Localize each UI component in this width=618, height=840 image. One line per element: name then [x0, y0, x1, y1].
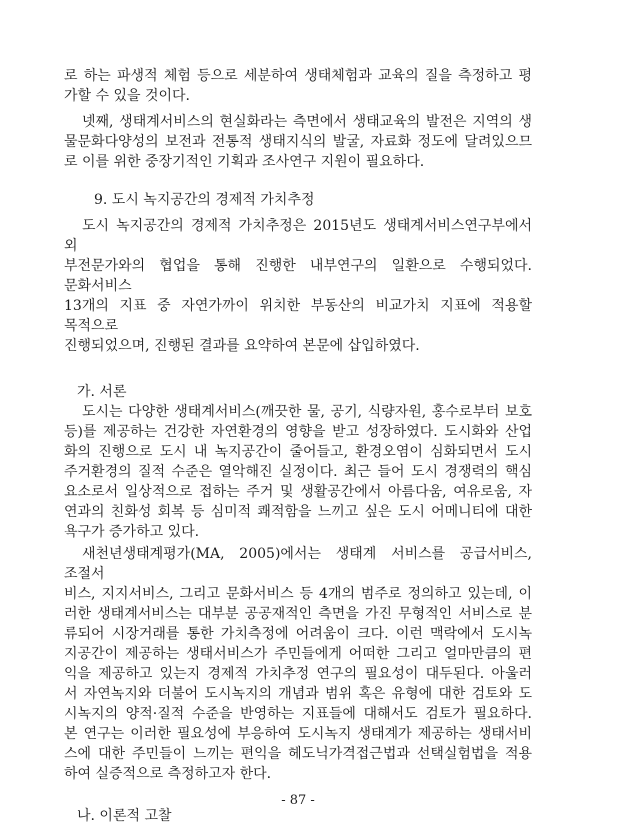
- text-line: 서 자연녹지와 더불어 도시녹지의 개념과 범위 혹은 유형에 대한 검토와 도: [64, 686, 532, 702]
- text-line: 로 하는 파생적 체험 등으로 세분하여 생태체험과 교육의 질을 측정하고 평: [64, 68, 532, 84]
- text-line: 도시 녹지공간의 경제적 가치추정은 2015년도 생태계서비스연구부에서 외: [64, 218, 532, 254]
- text-line: 진행되었으며, 진행된 결과를 요약하여 본문에 삽입하였다.: [64, 338, 420, 354]
- text-line: 류되어 시장거래를 통한 가치측정에 어려움이 크다. 이런 맥락에서 도시녹: [64, 626, 532, 642]
- section-9-heading: 9. 도시 녹지공간의 경제적 가치추정: [94, 192, 315, 208]
- text-line: 13개의 지표 중 자연가까이 위치한 부동산의 비교가치 지표에 적용할 목적으로: [64, 298, 532, 334]
- text-line: 요소로서 일상적으로 접하는 주거 및 생활공간에서 아름다움, 여유로움, 자: [64, 484, 532, 500]
- text-line: 스에 대한 주민들이 느끼는 편익을 헤도닉가격접근법과 선택실험법을 적용: [64, 746, 532, 762]
- text-line: 러한 생태계서비스는 대부분 공공재적인 측면을 가진 무형적인 서비스로 분: [64, 606, 532, 622]
- text-line: 로 이를 위한 중장기적인 기획과 조사연구 지원이 필요하다.: [64, 154, 425, 170]
- paragraph-intro-2: [64, 544, 532, 784]
- text-line: 주거환경의 질적 수준은 열악해진 실정이다. 최근 들어 도시 경쟁력의 핵심: [64, 464, 532, 480]
- text-line: 익을 제공하고 있는지 경제적 가치추정 연구의 필요성이 대두된다. 아울러: [64, 666, 532, 682]
- text-line: 부전문가와의 협업을 통해 진행한 내부연구의 일환으로 수행되었다. 문화서비스: [64, 258, 532, 294]
- text-line: 도시는 다양한 생태계서비스(깨끗한 물, 공기, 식량자원, 홍수로부터 보호: [82, 404, 532, 420]
- text-line: 욕구가 증가하고 있다.: [64, 524, 200, 540]
- text-line: 하여 실증적으로 측정하고자 한다.: [64, 766, 272, 782]
- text-line: 지공간이 제공하는 생태서비스가 주민들에게 어떠한 그리고 얼마만큼의 편: [64, 646, 532, 662]
- text-line: 넷째, 생태계서비스의 현실화라는 측면에서 생태교육의 발전은 지역의 생: [82, 114, 532, 130]
- subsection-ga-heading: 가. 서론: [77, 384, 127, 400]
- text-line: 새천년생태계평가(MA, 2005)에서는 생태계 서비스를 공급서비스, 조절서: [64, 546, 532, 582]
- paragraph-carryover: [64, 66, 532, 106]
- text-line: 본 연구는 이러한 필요성에 부응하여 도시녹지 생태계가 제공하는 생태서비: [64, 726, 532, 742]
- body-text: [64, 66, 532, 826]
- subsection-na-heading: 나. 이론적 고찰: [77, 808, 172, 824]
- text-line: 연과의 친화성 회복 등 심미적 쾌적함을 느끼고 싶은 도시 어메니티에 대한: [64, 504, 532, 520]
- text-line: 화의 진행으로 도시 내 녹지공간이 줄어들고, 환경오염이 심화되면서 도시: [64, 444, 532, 460]
- text-line: 시녹지의 양적·질적 수준을 반영하는 지표들에 대해서도 검토가 필요하다.: [64, 706, 532, 722]
- text-line: 등)를 제공하는 건강한 자연환경의 영향을 받고 성장하였다. 도시화와 산업: [64, 424, 532, 440]
- paragraph-fourth-point: [64, 112, 532, 172]
- text-line: 물문화다양성의 보전과 전통적 생태지식의 발굴, 자료화 정도에 달려있으므: [64, 134, 532, 150]
- paragraph-intro-1: [64, 402, 532, 542]
- paragraph-section9-intro: [64, 216, 532, 356]
- text-line: 가할 수 있을 것이다.: [64, 88, 190, 104]
- page-number: - 87 -: [281, 793, 315, 808]
- text-line: 비스, 지지서비스, 그리고 문화서비스 등 4개의 범주로 정의하고 있는데, 이: [64, 586, 532, 602]
